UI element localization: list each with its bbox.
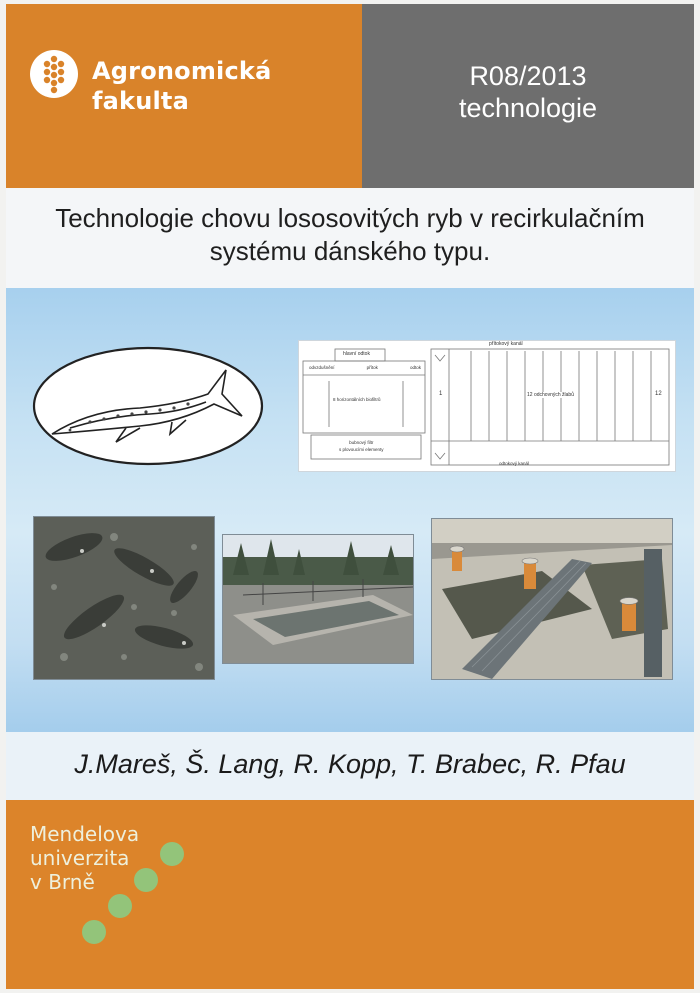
- report-type: technologie: [458, 93, 598, 123]
- logo-dot-3: [108, 894, 132, 918]
- faculty-name: [92, 56, 271, 116]
- fish-photo: [33, 516, 215, 680]
- diagram-tank-first: 1: [439, 391, 443, 397]
- diagram-row-item-2: přítok: [366, 365, 378, 370]
- header-faculty-block: [6, 4, 362, 188]
- diagram-bottom-box-line-2: s plovoucími elementy: [339, 447, 384, 452]
- report-code: R08/2013: [469, 61, 587, 91]
- authors: J.Mareš, Š. Lang, R. Kopp, T. Brabec, R. Pfau: [74, 749, 626, 779]
- faculty-logo-icon: [30, 50, 78, 98]
- diagram-left-title: hlavní odtok: [343, 351, 370, 357]
- facility-diagram: [298, 340, 676, 472]
- university-line-1: Mendelova: [30, 822, 140, 846]
- logo-dot-1: [160, 842, 184, 866]
- diagram-tanks-label: 12 odchovných žlabů: [527, 392, 574, 398]
- title-line-2: systému dánského typu.: [209, 236, 491, 266]
- diagram-row-item-1: odvzdušnění: [309, 365, 335, 370]
- university-line-3: v Brně: [30, 870, 95, 894]
- diagram-left-row: [309, 365, 421, 370]
- university-name: [30, 822, 139, 894]
- title-line-1: Technologie chovu lososovitých ryb v recirkulačním: [55, 203, 645, 233]
- university-line-2: univerzita: [30, 846, 130, 870]
- diagram-tank-last: 12: [655, 391, 662, 397]
- diagram-top-label: přítokový kanál: [489, 341, 523, 347]
- sturgeon-icon: [30, 342, 270, 472]
- diagram-bottom-box-line-1: bubnový filtr: [349, 440, 374, 445]
- diagram-bottom-label: odtokový kanál: [499, 461, 530, 466]
- indoor-tanks-photo: [431, 518, 673, 680]
- diagram-row-item-3: odtok: [409, 365, 421, 370]
- sturgeon-emblem: [30, 342, 270, 472]
- logo-dot-2: [134, 868, 158, 892]
- diagram-bottom-box: [339, 439, 384, 453]
- report-id: [362, 60, 694, 124]
- page-title: [16, 202, 684, 268]
- diagram-biofilter-label: 8 horizontálních biofiltrů: [333, 397, 381, 402]
- faculty-line-1: Agronomická: [92, 57, 272, 85]
- faculty-line-2: fakulta: [92, 87, 189, 115]
- outdoor-tanks-photo: [222, 534, 414, 664]
- logo-dot-4: [82, 920, 106, 944]
